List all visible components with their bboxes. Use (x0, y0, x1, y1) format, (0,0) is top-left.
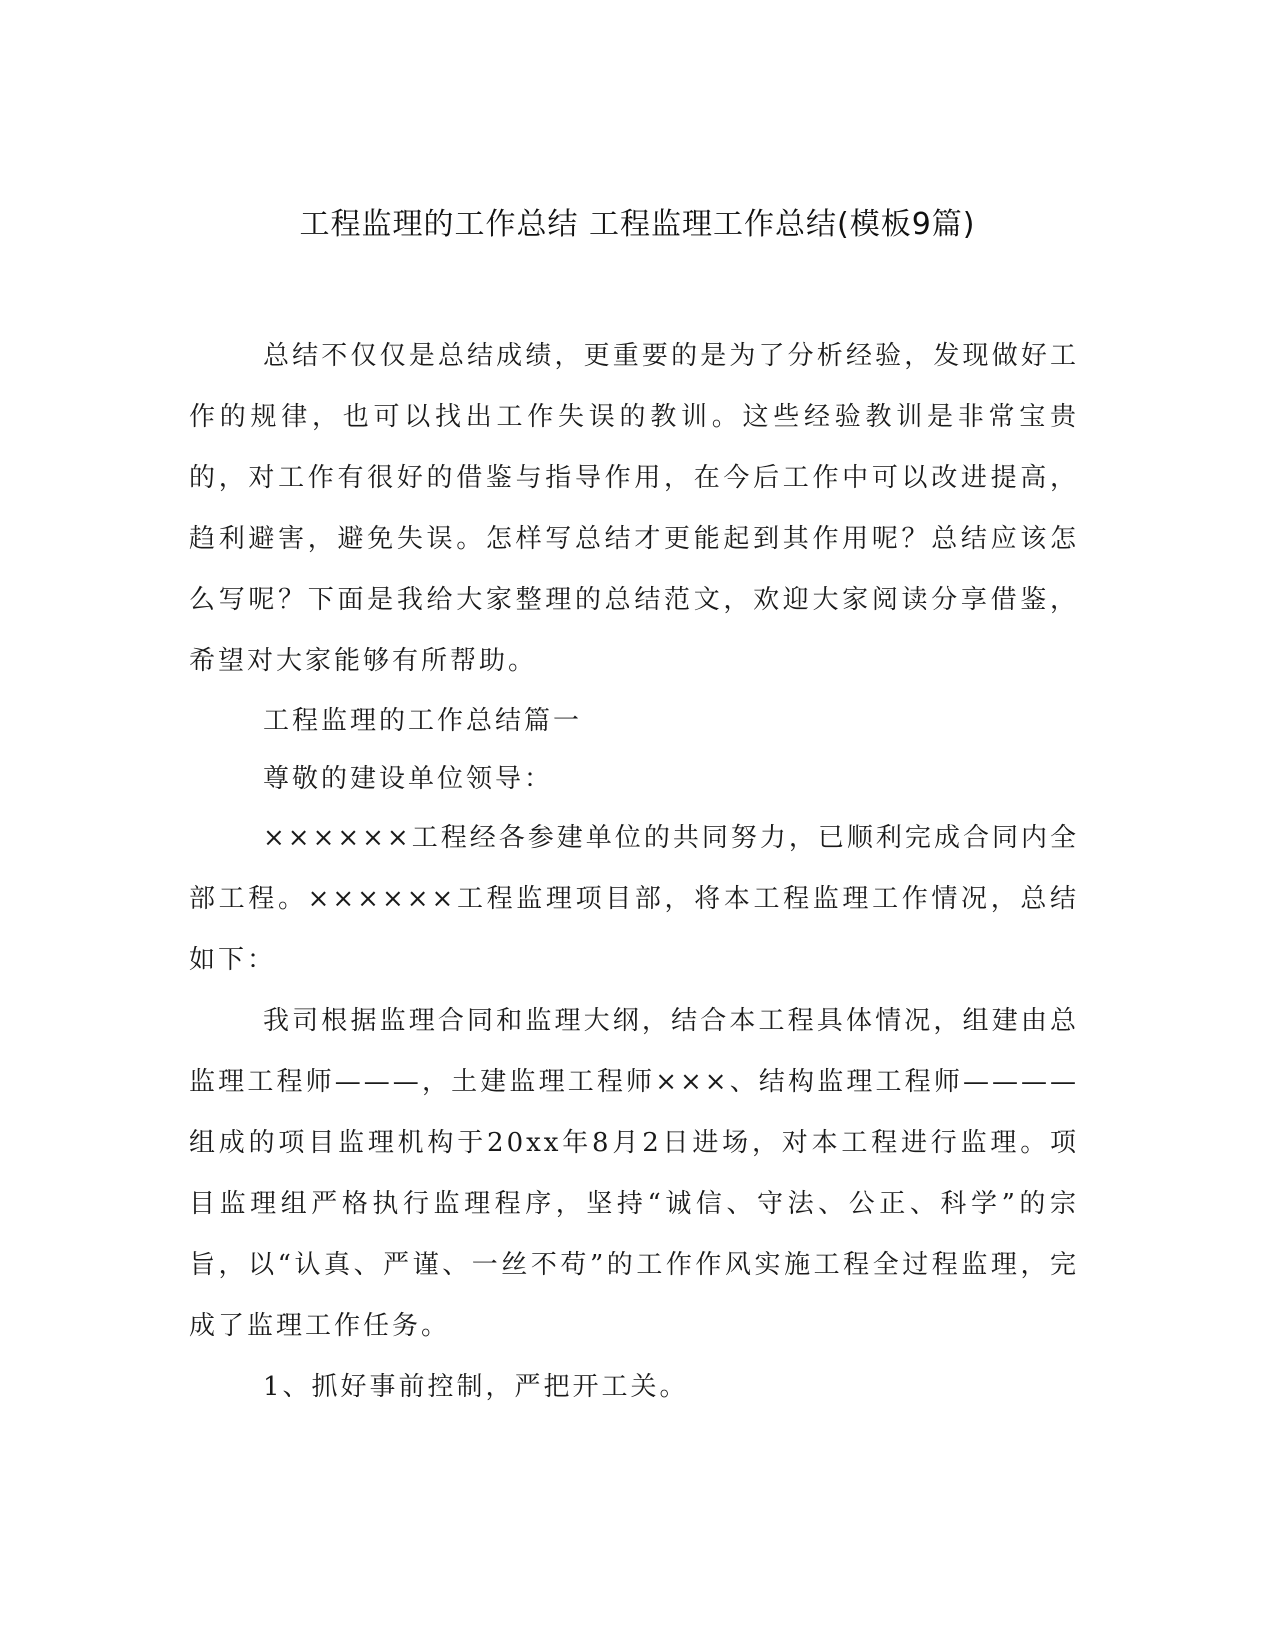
intro-paragraph: 总结不仅仅是总结成绩，更重要的是为了分析经验，发现做好工作的规律，也可以找出工作失误的教训。这些经验教训是非常宝贵的，对工作有很好的借鉴与指导作用，在今后工作中可以改进提高，趋利避害，避免失误。怎样写总结才更能起到其作用呢？总结应该怎么写呢？下面是我给大家整理的总结范文，欢迎大家阅读分享借鉴，希望对大家能够有所帮助。 (189, 341, 1079, 676)
document-title: 工程监理的工作总结 工程监理工作总结(模板9篇) (299, 207, 976, 242)
section-heading: 工程监理的工作总结篇一 (263, 706, 583, 736)
body-paragraph: ××××××工程经各参建单位的共同努力，已顺利完成合同内全部工程。××××××工程监理项目部，将本工程监理工作情况，总结如下： (189, 823, 1079, 975)
salutation: 尊敬的建设单位领导： (263, 764, 554, 794)
document-body (189, 326, 1079, 1418)
body-paragraph: 我司根据监理合同和监理大纲，结合本工程具体情况，组建由总监理工程师———，土建监理工程师×××、结构监理工程师————组成的项目监理机构于20xx年8月2日进场，对本工程进行监理。项目监理组严格执行监理程序，坚持“诚信、守法、公正、科学”的宗旨，以“认真、严谨、一丝不苟”的工作作风实施工程全过程监理，完成了监理工作任务。 (189, 1006, 1079, 1341)
numbered-item: 1、抓好事前控制，严把开工关。 (263, 1372, 689, 1402)
